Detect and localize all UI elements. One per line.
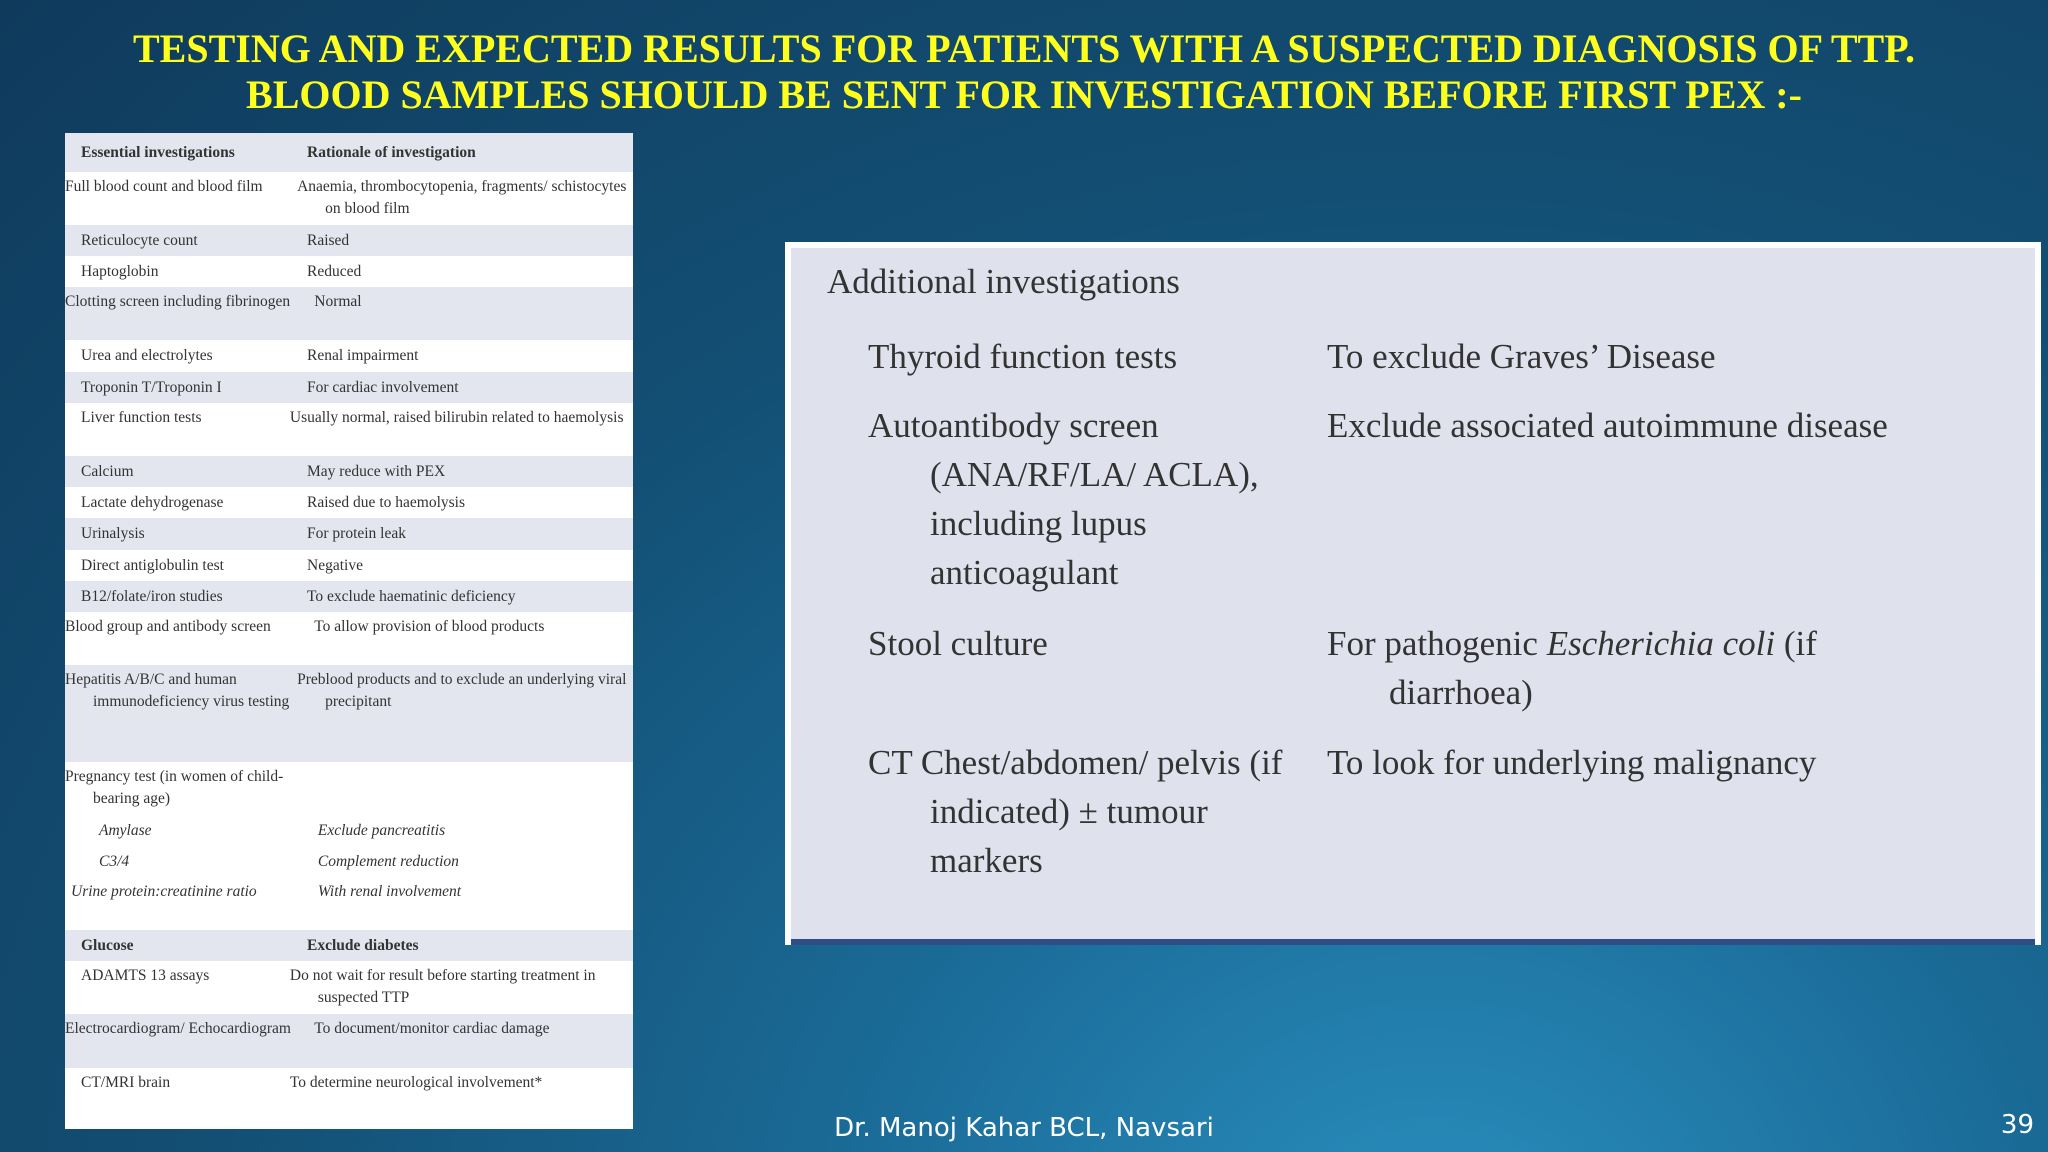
table-row: Troponin T/Troponin I For cardiac involvement (65, 372, 633, 403)
table-row: Calcium May reduce with PEX (65, 456, 633, 487)
table-row: Clotting screen including fibrinogen Normal (65, 287, 633, 340)
footer-author: Dr. Manoj Kahar BCL, Navsari (834, 1113, 1214, 1143)
table-row: Electrocardiogram/ Echocardiogram To document/monitor cardiac damage (65, 1014, 633, 1068)
table-row: Urea and electrolytes Renal impairment (65, 340, 633, 372)
table-row: Amylase Exclude pancreatitis (65, 815, 633, 846)
table-row: Full blood count and blood film Anaemia, thrombocytopenia, fragments/ schistocytes on blood film (65, 172, 633, 225)
header-rationale: Rationale of investigation (307, 143, 476, 161)
essential-investigations-table (65, 133, 633, 1129)
table-row: Direct antiglobulin test Negative (65, 550, 633, 581)
table-row: Blood group and antibody screen To allow provision of blood products (65, 612, 633, 665)
table-row: Haptoglobin Reduced (65, 256, 633, 287)
slide-title (0, 26, 2048, 118)
table-row: Lactate dehydrogenase Raised due to haemolysis (65, 487, 633, 518)
table-row: Urine protein:creatinine ratio With renal involvement (65, 877, 633, 930)
table-row: Reticulocyte count Raised (65, 225, 633, 256)
table-row: Urinalysis For protein leak (65, 518, 633, 550)
table-row: Hepatitis A/B/C and human immunodeficiency virus testing Preblood products and to exclude an underlying viral precipitant (65, 665, 633, 762)
title-line-1: TESTING AND EXPECTED RESULTS FOR PATIENTS WITH A SUSPECTED DIAGNOSIS OF TTP. (132, 26, 1915, 71)
header-essential: Essential investigations (81, 143, 235, 161)
additional-investigations-table: Additional investigations Thyroid function tests To exclude Graves’ Disease Autoantibody screen (ANA/RF/LA/ ACLA), including lupus anticoagulant Exclude associated autoimmune disease Stool culture For pathogenic Escherichia coli (if diarrhoea) CT Chest/abdomen/ pelvis (if indicated) ± tumour markers To look for underlying malignancy (785, 242, 2041, 945)
table-header-row (65, 133, 633, 172)
table-row: Liver function tests Usually normal, raised bilirubin related to haemolysis (65, 403, 633, 456)
table-row: C3/4 Complement reduction (65, 846, 633, 877)
additional-heading: Additional investigations (827, 262, 1180, 301)
table-row: B12/folate/iron studies To exclude haematinic deficiency (65, 581, 633, 612)
title-line-2: BLOOD SAMPLES SHOULD BE SENT FOR INVESTIGATION BEFORE FIRST PEX :- (246, 72, 1802, 117)
table-row: Glucose Exclude diabetes (65, 930, 633, 961)
table-bottom-rule (791, 939, 2035, 945)
table-row: ADAMTS 13 assays Do not wait for result before starting treatment in suspected TTP (65, 961, 633, 1014)
table-row: Pregnancy test (in women of child-bearing age) (65, 762, 633, 815)
page-number: 39 (2000, 1110, 2034, 1140)
table-row: CT/MRI brain To determine neurological involvement* (65, 1068, 633, 1122)
